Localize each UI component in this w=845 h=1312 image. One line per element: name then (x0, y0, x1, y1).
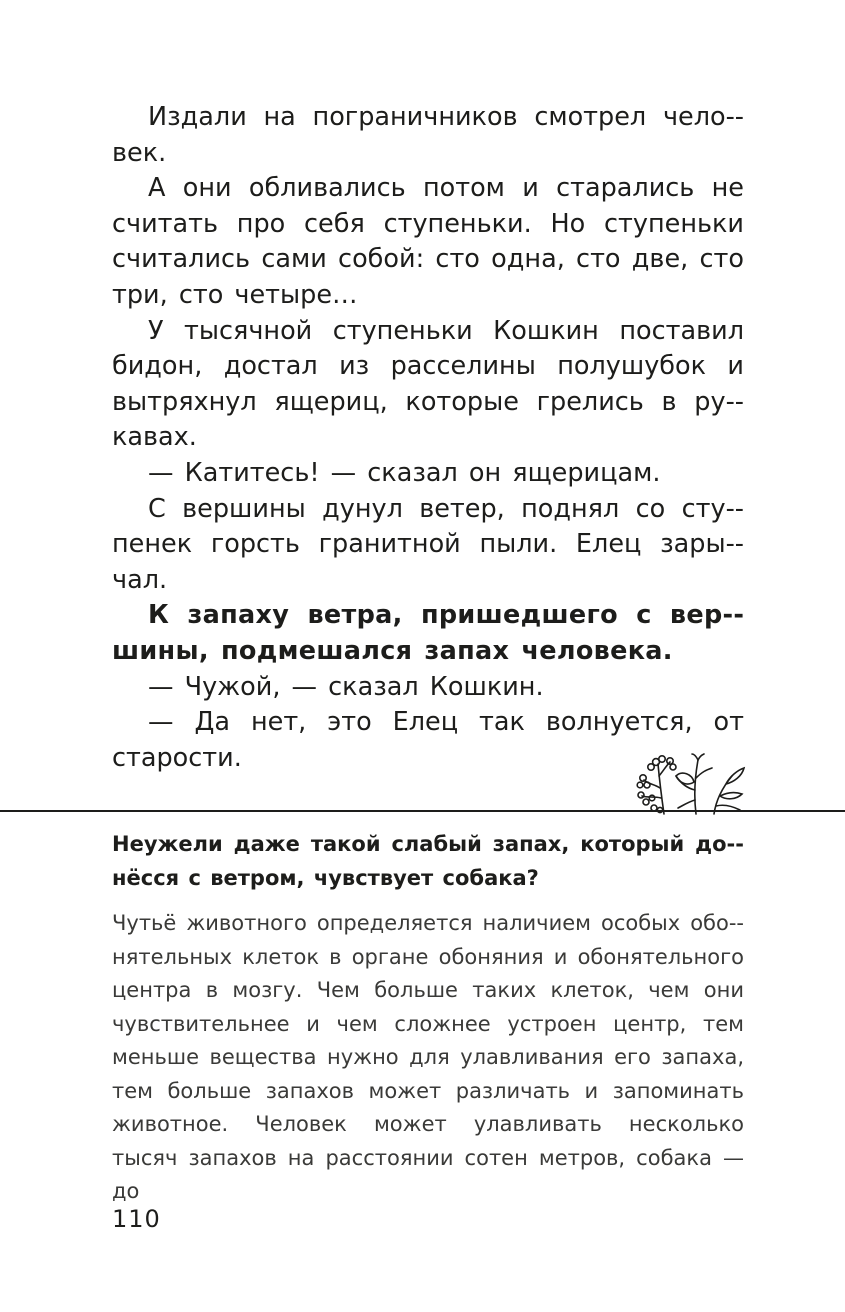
story-paragraph: У тысячной ступеньки Кошкин поставил бидон, достал из расселины полушубок и вытряхнул ящериц, которые грелись в ру-кавах. (112, 315, 744, 453)
sidebar-question: Неужели даже такой слабый запах, который до-нёсся с ветром, чувствует собака? (112, 832, 744, 890)
story-paragraph: — Да нет, это Елец так волнуется, от старости. (112, 707, 744, 773)
story-paragraph: — Чужой, — сказал Кошкин. (148, 671, 544, 702)
section-divider (0, 810, 845, 812)
story-paragraph: — Катитесь! — сказал он ящерицам. (148, 457, 661, 488)
story-text (112, 100, 744, 776)
info-sidebar (112, 828, 744, 1209)
page-number: 110 (112, 1205, 161, 1233)
sidebar-answer: Чутьё животного определяется наличием особых обо-нятельных клеток в органе обоняния и обонятельного центра в мозгу. Чем больше таких клеток, чем они чувствительнее и чем сложнее устроен центр, тем меньше вещества нужно для улавливания его запаха, тем больше запахов может различать и запоминать животное. Человек может улавливать несколько тысяч запахов на расстоянии сотен метров, собака — до (112, 911, 744, 1203)
story-paragraph: С вершины дунул ветер, поднял со сту-пенек горсть гранитной пыли. Елец зары-чал. (112, 493, 744, 595)
plant-sprigs-icon (636, 752, 746, 816)
story-paragraph: А они обливались потом и старались не считать про себя ступеньки. Но ступеньки считались сами собой: сто одна, сто две, сто три, сто четыре… (112, 173, 744, 310)
story-paragraph-bold: К запаху ветра, пришедшего с вер-шины, подмешался запах человека. (112, 600, 744, 666)
story-paragraph: Издали на пограничников смотрел чело-век. (112, 102, 744, 168)
